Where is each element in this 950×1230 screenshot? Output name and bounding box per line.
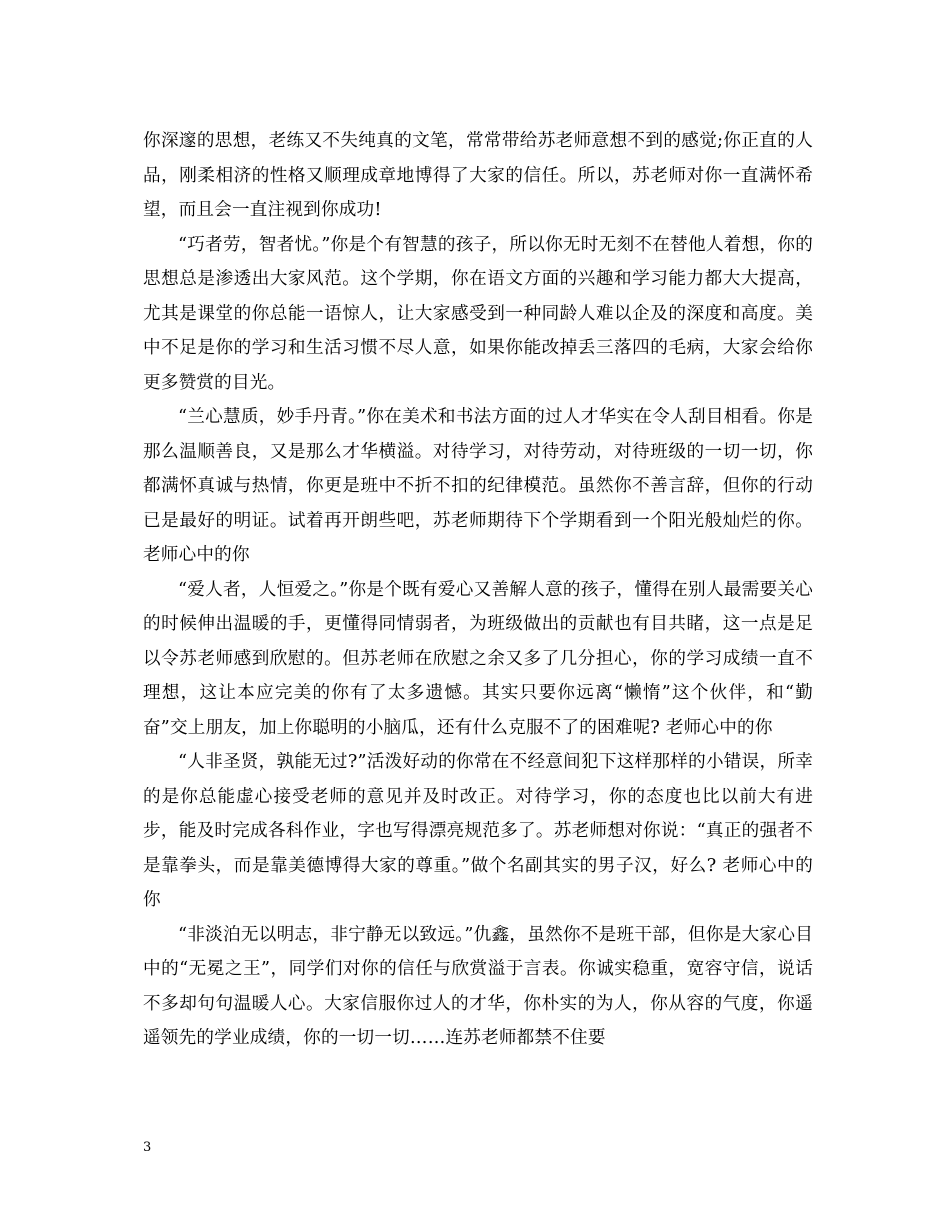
paragraph-2: “巧者劳，智者忧。”你是个有智慧的孩子，所以你无时无刻不在替他人着想，你的思想总是渗透出大家风范。这个学期，你在语文方面的兴趣和学习能力都大大提高，尤其是课堂的你总能一语惊人，让大家感受到一种同龄人难以企及的深度和高度。美中不足是你的学习和生活习惯不尽人意，如果你能改掉丢三落四的毛病，大家会给你更多赞赏的目光。 [143,234,813,393]
paragraph-6: “非淡泊无以明志，非宁静无以致远。”仇鑫，虽然你不是班干部，但你是大家心目中的“无冕之王”，同学们对你的信任与欣赏溢于言表。你诚实稳重，宽容守信，说话不多却句句温暖人心。大家信服你过人的才华，你朴实的为人，你从容的气度，你遥遥领先的学业成绩，你的一切一切……连苏老师都禁不住要 [143,924,813,1048]
paragraph-4: “爱人者，人恒爱之。”你是个既有爱心又善解人意的孩子，懂得在别人最需要关心的时候伸出温暖的手，更懂得同情弱者，为班级做出的贡献也有目共睹，这一点是足以令苏老师感到欣慰的。但苏老师在欣慰之余又多了几分担心，你的学习成绩一直不理想，这让本应完美的你有了太多遗憾。其实只要你远离“懒惰”这个伙伴，和“勤奋”交上朋友，加上你聪明的小脑瓜，还有什么克服不了的困难呢? 老师心中的你 [143,579,813,738]
paragraph-3: “兰心慧质，妙手丹青。”你在美术和书法方面的过人才华实在令人刮目相看。你是那么温顺善良，又是那么才华横溢。对待学习，对待劳动，对待班级的一切一切，你都满怀真诚与热情，你更是班中不折不扣的纪律模范。虽然你不善言辞，但你的行动已是最好的明证。试着再开朗些吧，苏老师期待下个学期看到一个阳光般灿烂的你。 老师心中的你 [143,407,813,565]
paragraph-5: “人非圣贤，孰能无过?”活泼好动的你常在不经意间犯下这样那样的小错误，所幸的是你总能虚心接受老师的意见并及时改正。对待学习，你的态度也比以前大有进步，能及时完成各科作业，字也写得漂亮规范多了。苏老师想对你说：“真正的强者不是靠拳头，而是靠美德博得大家的尊重。”做个名副其实的男子汉，好么? 老师心中的你 [143,752,813,910]
page-number: 3 [143,1140,152,1155]
paragraph-1: 你深邃的思想，老练又不失纯真的文笔，常常带给苏老师意想不到的感觉;你正直的人品，刚柔相济的性格又顺理成章地博得了大家的信任。所以，苏老师对你一直满怀希望，而且会一直注视到你成功! [143,131,813,220]
body-text [143,124,813,1056]
